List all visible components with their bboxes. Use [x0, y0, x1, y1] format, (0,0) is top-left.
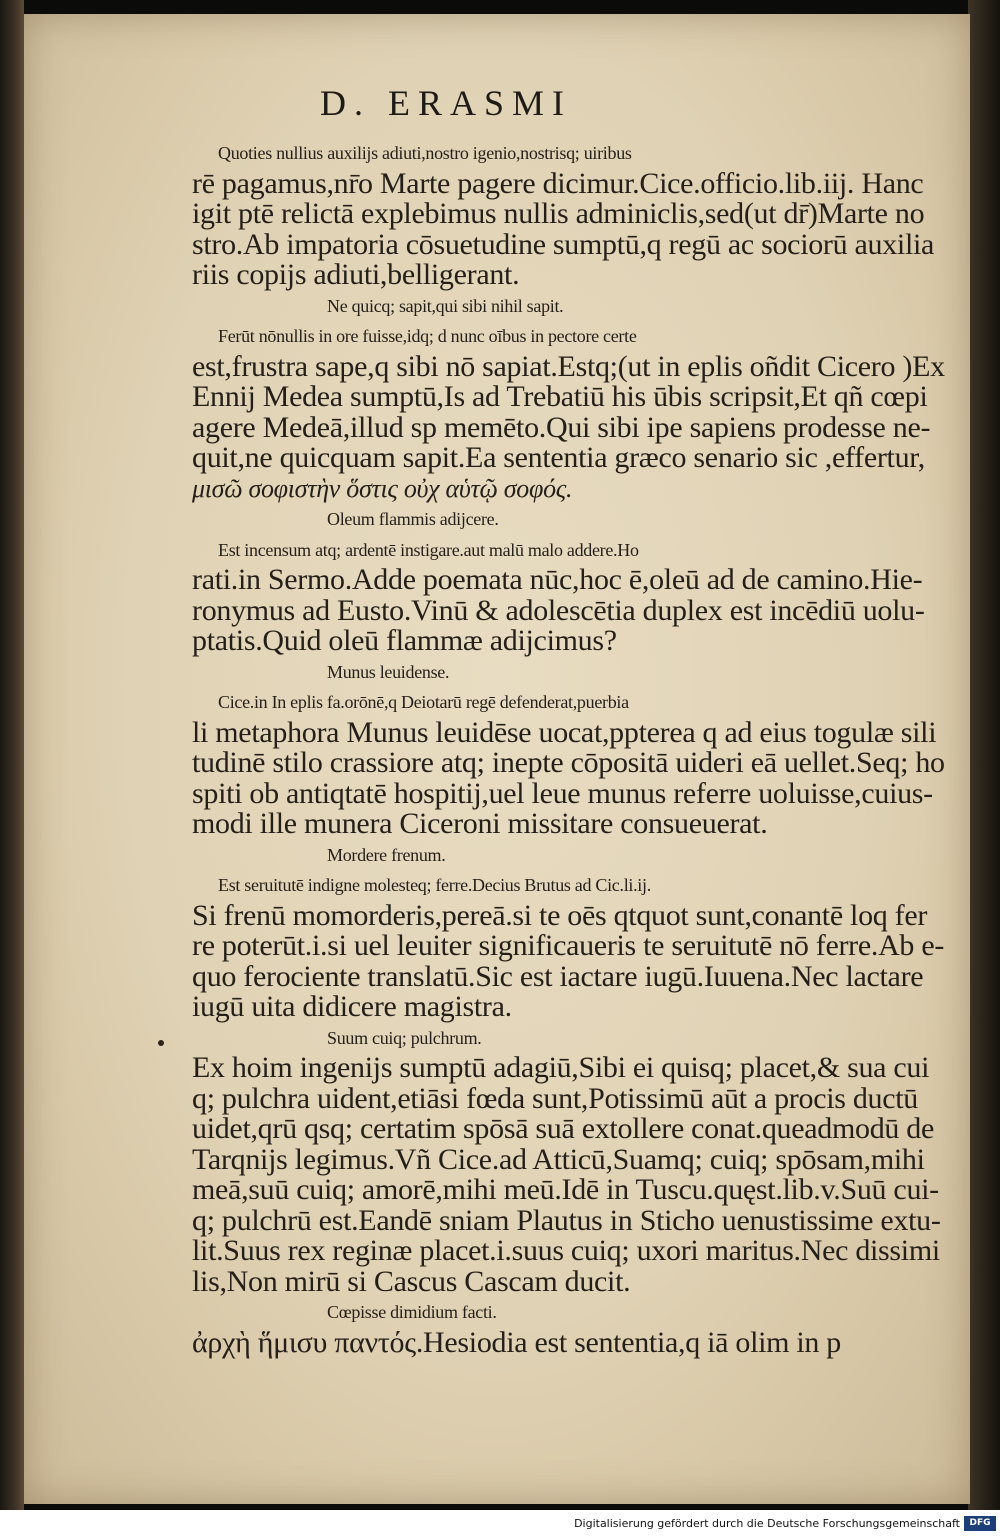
text-line: rē pagamus,nr̄o Marte pagere dicimur.Cice.officio.lib.iij. Hanc	[192, 166, 924, 200]
section-heading: Munus leuidense.	[327, 661, 450, 682]
text-line: rati.in Sermo.Adde poemata nūc,hoc ē,oleū ad de camino.Hie-	[192, 563, 923, 596]
text-line: Ferūt nōnullis in ore fuisse,idq; d nunc oībus in pectore certe	[218, 326, 637, 346]
text-line: Est incensum atq; ardentē instigare.aut malū malo addere.Ho	[218, 539, 639, 560]
text-line: Quoties nullius auxilijs adiuti,nostro igenio,nostrisq; uiribus	[218, 143, 632, 163]
text-line: Est seruitutē indigne molesteq; ferre.Decius Brutus ad Cic.li.ij.	[218, 875, 651, 895]
text-line: agere Medeā,illud sp memēto.Qui sibi ipe sapiens prodesse ne-	[192, 410, 931, 444]
text-line: Si frenū momorderis,pereā.si te oēs qtquot sunt,conantē loq fer	[192, 898, 928, 932]
text-line: riis copijs adiuti,belligerant.	[192, 258, 520, 291]
text-line: meā,suū cuiq; amorē,mihi meū.Idē in Tuscu.quęst.lib.v.Suū cui-	[192, 1173, 939, 1206]
text-line: ptatis.Quid oleū flammæ adijcimus?	[192, 624, 617, 657]
scan-right-edge	[968, 0, 1000, 1510]
margin-mark	[158, 1040, 164, 1046]
text-line: Ex hoim ingenijs sumptū adagiū,Sibi ei quisq; placet,& sua cui	[192, 1051, 930, 1084]
text-line: lis,Non mirū si Cascus Cascam ducit.	[192, 1264, 631, 1298]
footer-bar	[0, 1510, 1000, 1538]
text-line: re poterūt.i.si uel leuiter significaueris te seruitutē nō ferre.Ab e-	[192, 929, 945, 962]
section-heading: Oleum flammis adijcere.	[327, 509, 499, 529]
scan-left-edge	[0, 0, 24, 1510]
text-line: iugū uita didicere magistra.	[192, 990, 512, 1023]
text-line: Ennij Medea sumptū,Is ad Trebatiū his ūbis scripsit,Et qñ cœpi	[192, 380, 928, 413]
text-line: stro.Ab impatoria cōsuetudine sumptū,q regū ac sociorū auxilia	[192, 227, 935, 261]
text-line: μισῶ σοφιστὴν ὅστις οὐχ αὑτῷ σοφός.	[192, 473, 573, 503]
text-line: ronymus ad Eusto.Vinū & adolescētia duplex est incēdiū uolu-	[192, 593, 925, 627]
text-line: uidet,qrū qsq; certatim spōsā suā extollere conat.queadmodū de	[192, 1112, 935, 1145]
section-heading: Ne quicq; sapit,qui sibi nihil sapit.	[327, 295, 564, 316]
text-line: quo ferociente translatū.Sic est iactare iugū.Iuuena.Nec lactare	[192, 959, 924, 993]
text-line: tudinē stilo crassiore atq; inepte cōpositā uideri eā uellet.Seq; ho	[192, 746, 945, 779]
text-line: q; pulchra uident,etiāsi fœda sunt,Potissimū aūt a procis ductū	[192, 1081, 918, 1115]
text-line: modi ille munera Ciceroni missitare consueuerat.	[192, 807, 768, 840]
section-heading: Suum cuiq; pulchrum.	[327, 1027, 482, 1048]
text-line: li metaphora Munus leuidēse uocat,ppterea q ad eius togulæ sili	[192, 715, 937, 749]
section-heading: Cœpisse dimidium facti.	[327, 1302, 497, 1322]
section-heading: Mordere frenum.	[327, 844, 446, 865]
text-line: quit,ne quicquam sapit.Ea sententia græco senario sic ,effertur,	[192, 441, 925, 474]
text-line: lit.Suus rex reginæ placet.i.suus cuiq; uxori maritus.Nec dissimi	[192, 1234, 940, 1267]
text-line: q; pulchrū est.Eandē sniam Plautus in Sticho uenustissime extu-	[192, 1203, 941, 1237]
page-text	[192, 138, 952, 1358]
text-line: est,frustra sape,q sibi nō sapiat.Estq;(ut in eplis oñdit Cicero )Ex	[192, 349, 945, 383]
text-line: spiti ob antiqtatē hospitij,uel leue munus referre uoluisse,cuius-	[192, 776, 933, 810]
text-line: igit ptē relictā explebimus nullis adminiclis,sed(ut dr̄)Marte no	[192, 197, 925, 230]
text-line: ἀρχὴ ἥμισυ παντός.Hesiodia est sententia,q iā olim in p	[192, 1325, 842, 1359]
text-line: Cice.in In eplis fa.orōnē,q Deiotarū regē defenderat,puerbia	[218, 692, 629, 712]
footer-credit: Digitalisierung gefördert durch die Deutsche Forschungsgemeinschaft	[574, 1517, 960, 1530]
text-line: Tarqnijs legimus.Vñ Cice.ad Atticū,Suamq; cuiq; spōsam,mihi	[192, 1142, 925, 1176]
running-head: D. ERASMI	[320, 83, 573, 123]
dfg-logo: DFG	[964, 1516, 996, 1531]
